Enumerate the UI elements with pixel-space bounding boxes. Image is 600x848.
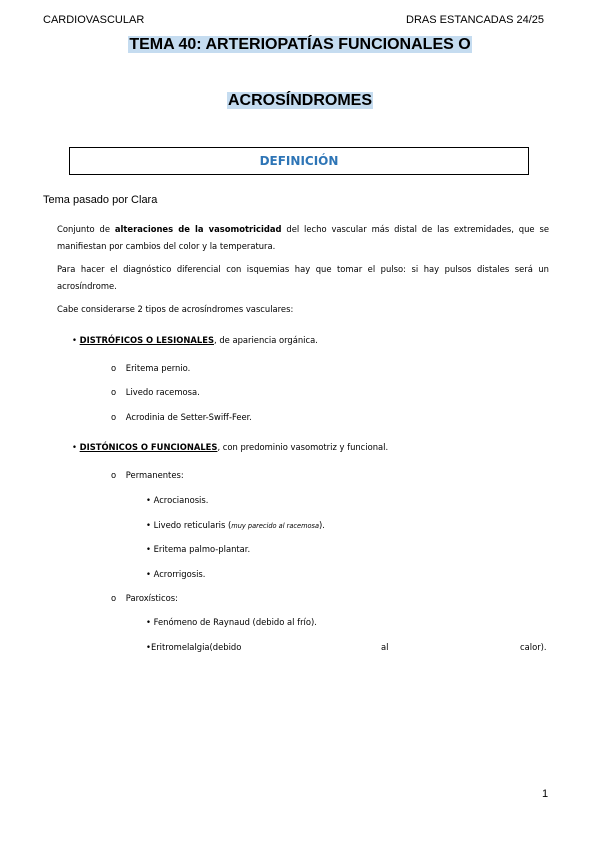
title-line2-text: ACROSÍNDROMES bbox=[227, 92, 372, 109]
list-item-justified bbox=[146, 639, 241, 656]
header-right: DRAS ESTANCADAS 24/25 bbox=[406, 14, 544, 26]
list-item-text: Fenómeno de Raynaud (debido al frío). bbox=[153, 617, 317, 627]
justified-word-1: •Eritromelalgia(debido bbox=[146, 642, 242, 652]
list-item bbox=[146, 492, 208, 509]
list-item bbox=[146, 541, 250, 558]
list-item-text: Acrocianosis. bbox=[153, 495, 209, 505]
bullet-icon: • bbox=[146, 617, 151, 627]
section-heading-box bbox=[69, 147, 529, 175]
intro-paragraph-3: Cabe considerarse 2 tipos de acrosíndromes vasculares: bbox=[57, 304, 294, 314]
italic-aside: muy parecido al racemosa bbox=[231, 522, 319, 530]
group-name: Paroxísticos: bbox=[125, 593, 178, 603]
type-1-label: DISTRÓFICOS O LESIONALES bbox=[79, 335, 214, 345]
bullet-icon: • bbox=[72, 335, 77, 345]
type-2-heading bbox=[72, 439, 388, 456]
bullet-icon: • bbox=[146, 544, 151, 554]
bullet-icon: • bbox=[146, 495, 151, 505]
list-item bbox=[146, 517, 325, 535]
intro-paragraph-2 bbox=[57, 261, 549, 295]
list-item-after: ). bbox=[319, 520, 325, 530]
list-item-text: Livedo reticularis ( bbox=[153, 520, 232, 530]
list-item bbox=[111, 384, 200, 401]
group-permanentes bbox=[111, 467, 184, 484]
title-line1-text: TEMA 40: ARTERIOPATÍAS FUNCIONALES O bbox=[129, 36, 471, 53]
list-item-text: Acrodinia de Setter-Swiff-Feer. bbox=[125, 412, 252, 422]
list-item bbox=[146, 566, 205, 583]
intro-p1-line1 bbox=[57, 221, 549, 238]
header-left: CARDIOVASCULAR bbox=[43, 14, 145, 26]
circle-bullet-icon: o bbox=[111, 593, 117, 603]
type-2-label: DISTÓNICOS O FUNCIONALES bbox=[79, 442, 218, 452]
intro-p2-line2: acrosíndrome. bbox=[57, 281, 117, 291]
intro-paragraph-1 bbox=[57, 221, 549, 255]
justified-word-3-wrap bbox=[520, 639, 547, 656]
group-name: Permanentes: bbox=[125, 470, 184, 480]
group-paroxisticos bbox=[111, 590, 178, 607]
intro-p1-line2: manifiestan por cambios del color y la temperatura. bbox=[57, 241, 276, 251]
circle-bullet-icon: o bbox=[111, 470, 117, 480]
page-number: 1 bbox=[542, 788, 549, 800]
intro-p1-post: del lecho vascular más distal de las extremidades, que se bbox=[281, 224, 549, 234]
bullet-icon: • bbox=[146, 520, 151, 530]
bullet-icon: • bbox=[146, 569, 151, 579]
list-item-text: Eritema pernio. bbox=[125, 363, 191, 373]
intro-p1-pre: Conjunto de bbox=[57, 224, 115, 234]
justified-word-3: calor). bbox=[520, 642, 547, 652]
intro-p1-bold: alteraciones de la vasomotricidad bbox=[114, 224, 282, 234]
type-1-heading bbox=[72, 332, 318, 349]
page-title-line2 bbox=[0, 92, 600, 110]
justified-word-2-wrap bbox=[381, 639, 388, 656]
circle-bullet-icon: o bbox=[111, 412, 117, 422]
justified-word-2: al bbox=[381, 642, 389, 652]
page-title-line1 bbox=[0, 36, 600, 54]
list-item bbox=[111, 360, 190, 377]
circle-bullet-icon: o bbox=[111, 387, 117, 397]
list-item-text: Eritema palmo-plantar. bbox=[153, 544, 251, 554]
author-note: Tema pasado por Clara bbox=[43, 194, 158, 206]
type-2-rest: , con predominio vasomotriz y funcional. bbox=[217, 442, 389, 452]
list-item bbox=[111, 409, 252, 426]
bullet-icon: • bbox=[72, 442, 77, 452]
list-item-text: Livedo racemosa. bbox=[125, 387, 200, 397]
intro-p2-line1: Para hacer el diagnóstico diferencial con isquemias hay que tomar el pulso: si hay pulsos distales será un bbox=[57, 264, 549, 274]
list-item bbox=[146, 614, 317, 631]
list-item-text: Acrorrigosis. bbox=[153, 569, 206, 579]
section-heading: DEFINICIÓN bbox=[259, 154, 339, 168]
circle-bullet-icon: o bbox=[111, 363, 117, 373]
type-1-rest: , de apariencia orgánica. bbox=[214, 335, 318, 345]
